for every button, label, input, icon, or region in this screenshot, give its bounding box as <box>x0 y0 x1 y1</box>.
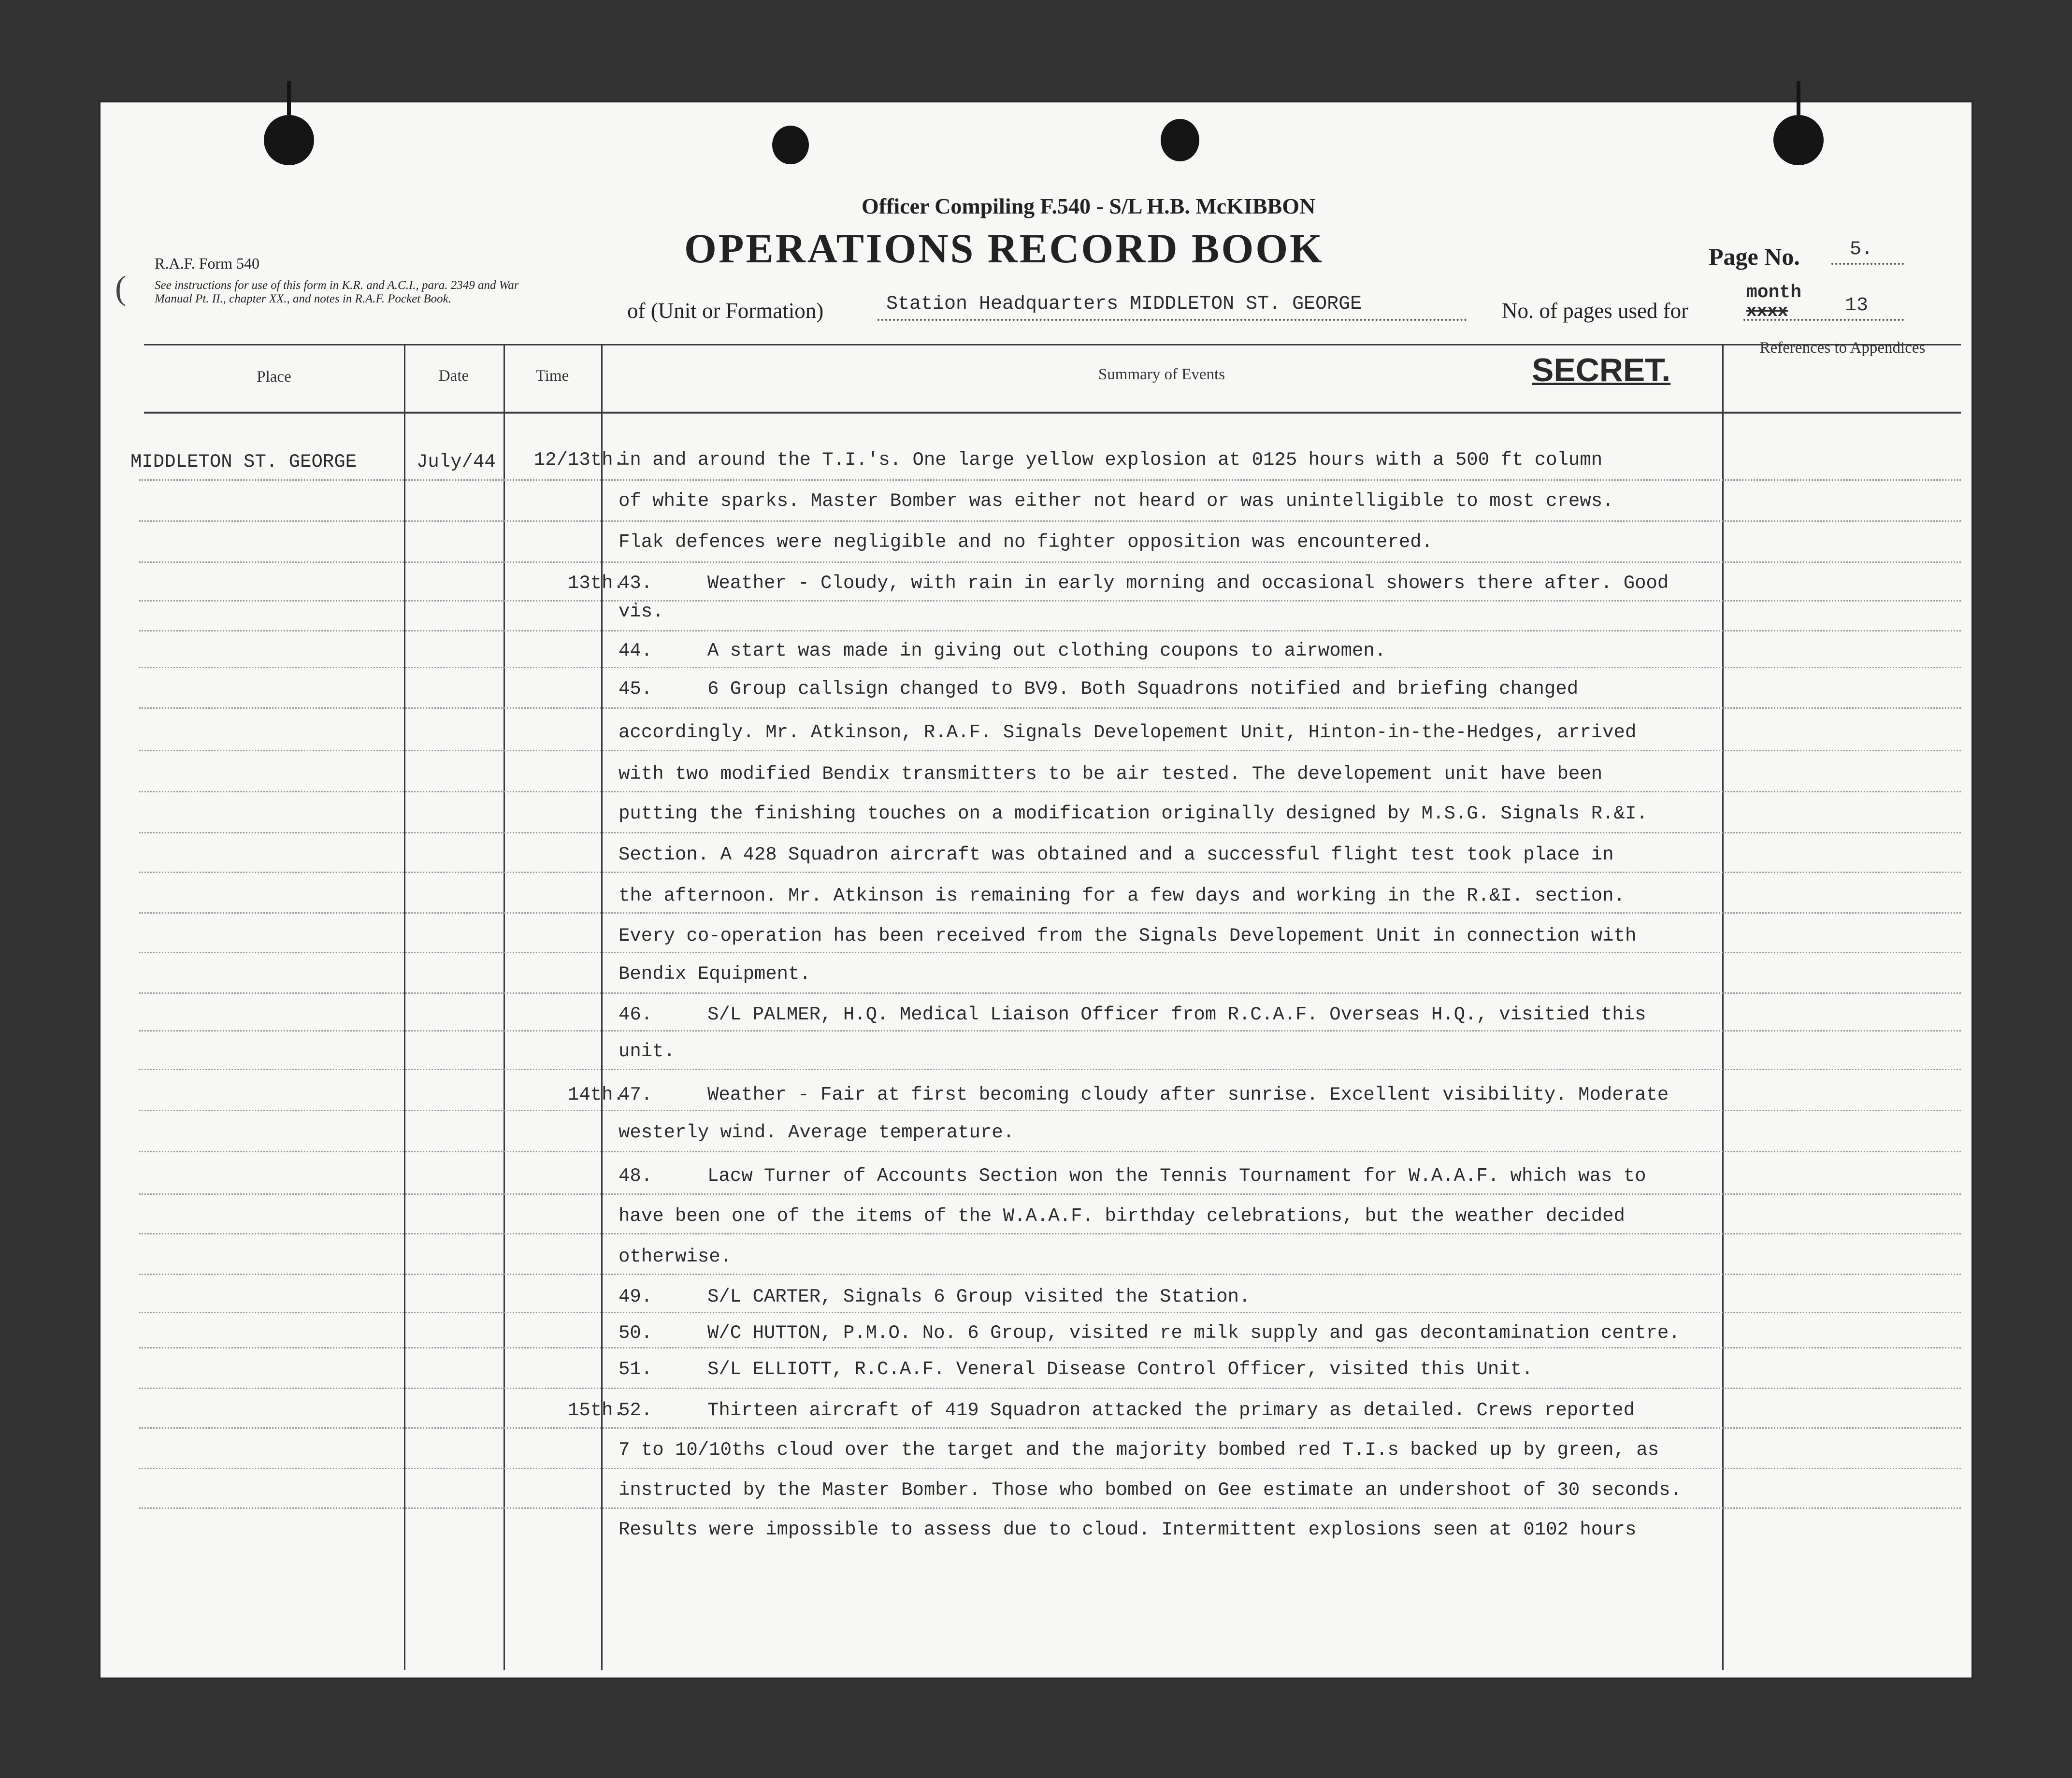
form-instructions: See instructions for use of this form in K.R. and A.C.I., para. 2349 and War Manual Pt. II., chapter XX., and notes in R.A.F. Pocket Book. <box>155 279 519 305</box>
summary-line: the afternoon. Mr. Atkinson is remaining for a few days and working in the R.&I. section. <box>619 885 1625 906</box>
ruled-line <box>139 600 1961 602</box>
page-number-label: Page No. <box>1709 243 1800 270</box>
ruled-line <box>139 1274 1961 1275</box>
ruled-line <box>139 630 1961 631</box>
entry-number: 48. <box>619 1165 653 1187</box>
punch-hole <box>772 126 809 164</box>
ruled-line <box>139 1468 1961 1469</box>
column-header-time: Time <box>535 367 569 385</box>
ruled-line <box>139 1030 1961 1032</box>
summary-line: Section. A 428 Squadron aircraft was obtained and a successful flight test took place in <box>619 844 1614 865</box>
entry-number: 45. <box>619 678 653 700</box>
ruled-line <box>139 952 1961 953</box>
officer-compiling: Officer Compiling F.540 - S/L H.B. McKIBBON <box>862 194 1316 218</box>
ruled-line <box>139 1233 1961 1234</box>
summary-line: Weather - Fair at first becoming cloudy after sunrise. Excellent visibility. Moderate <box>707 1084 1669 1105</box>
entry-place: MIDDLETON ST. GEORGE <box>130 451 357 473</box>
page-title: OPERATIONS RECORD BOOK <box>684 225 1324 272</box>
summary-line: Flak defences were negligible and no fighter opposition was encountered. <box>619 531 1433 553</box>
summary-line: westerly wind. Average temperature. <box>619 1122 1015 1143</box>
entry-number: 44. <box>619 640 653 661</box>
summary-line: have been one of the items of the W.A.A.F. birthday celebrations, but the weather decided <box>619 1205 1625 1227</box>
pages-used-period: month <box>1746 282 1802 303</box>
column-divider <box>1722 344 1724 1670</box>
ruled-line <box>139 1427 1961 1429</box>
ruled-line <box>139 1347 1961 1348</box>
summary-line: of white sparks. Master Bomber was either not heard or was unintelligible to most crews. <box>619 490 1614 512</box>
punch-hole <box>264 115 314 165</box>
summary-line: A start was made in giving out clothing coupons to airwomen. <box>707 640 1386 661</box>
summary-line: S/L ELLIOTT, R.C.A.F. Veneral Disease Control Officer, visited this Unit. <box>707 1359 1533 1380</box>
pages-used-dots <box>1743 319 1904 321</box>
entry-time: 15th. <box>567 1400 624 1421</box>
entry-number: 49. <box>619 1286 653 1307</box>
entry-number: 47. <box>619 1084 653 1105</box>
column-divider <box>601 344 603 1670</box>
entry-number: 52. <box>619 1400 653 1421</box>
entry-date: July/44 <box>417 451 496 473</box>
record-sheet <box>101 102 1971 1678</box>
column-header-place: Place <box>257 368 291 386</box>
column-divider <box>404 344 405 1670</box>
unit-dots <box>878 319 1467 321</box>
summary-line: Thirteen aircraft of 419 Squadron attacked the primary as detailed. Crews reported <box>707 1400 1635 1421</box>
pages-used-value: 13 <box>1845 295 1869 316</box>
ruled-line <box>139 1388 1961 1389</box>
entry-number: 46. <box>619 1004 653 1025</box>
ruled-line <box>139 561 1961 563</box>
page-number-dots <box>1831 263 1904 265</box>
entry-number: 51. <box>619 1359 653 1380</box>
entry-time: 13th. <box>567 573 624 594</box>
summary-line: W/C HUTTON, P.M.O. No. 6 Group, visited re milk supply and gas decontamination centre. <box>707 1322 1680 1344</box>
pages-used-struck: xxxx <box>1746 301 1788 321</box>
column-header-summary: Summary of Events <box>1098 366 1225 383</box>
summary-line: accordingly. Mr. Atkinson, R.A.F. Signals Developement Unit, Hinton-in-the-Hedges, arrived <box>619 722 1637 743</box>
summary-line: Bendix Equipment. <box>619 963 811 985</box>
summary-line: with two modified Bendix transmitters to be air tested. The developement unit have been <box>619 763 1603 785</box>
secret-stamp: SECRET. <box>1532 352 1671 388</box>
ruled-line <box>139 1151 1961 1152</box>
entry-time: 14th. <box>567 1084 624 1105</box>
summary-line: vis. <box>619 601 664 622</box>
summary-line: in and around the T.I.'s. One large yellow explosion at 0125 hours with a 500 ft column <box>619 449 1603 471</box>
ruled-line <box>139 1193 1961 1195</box>
ruled-line <box>139 707 1961 709</box>
summary-line: putting the finishing touches on a modification originally designed by M.S.G. Signals R.&I. <box>619 803 1648 824</box>
entry-time: 12/13th. <box>533 449 624 471</box>
ruled-line <box>139 791 1961 792</box>
page-number-value: 5. <box>1850 239 1873 260</box>
summary-line: Weather - Cloudy, with rain in early morning and occasional showers there after. Good <box>707 573 1669 594</box>
punch-hole <box>1773 115 1824 165</box>
header-bottom-rule <box>144 412 1961 414</box>
ruled-line <box>139 479 1961 481</box>
summary-line: instructed by the Master Bomber. Those who bombed on Gee estimate an undershoot of 30 seconds. <box>619 1479 1682 1501</box>
ruled-line <box>139 912 1961 914</box>
pages-used-label: No. of pages used for <box>1502 299 1689 323</box>
ruled-line <box>139 1069 1961 1070</box>
column-header-references: References to Appendices <box>1759 339 1926 357</box>
ruled-line <box>139 992 1961 994</box>
entry-number: 43. <box>619 573 653 594</box>
ruled-line <box>139 667 1961 668</box>
summary-line: Results were impossible to assess due to cloud. Intermittent explosions seen at 0102 hours <box>619 1519 1637 1540</box>
ruled-line <box>139 1312 1961 1313</box>
unit-label: of (Unit or Formation) <box>627 299 824 323</box>
summary-line: otherwise. <box>619 1246 732 1267</box>
ruled-line <box>139 750 1961 751</box>
summary-line: 7 to 10/10ths cloud over the target and the majority bombed red T.I.s backed up by green, as <box>619 1439 1659 1461</box>
column-divider <box>504 344 505 1670</box>
unit-value: Station Headquarters MIDDLETON ST. GEORGE <box>886 293 1362 315</box>
summary-line: unit. <box>619 1041 676 1062</box>
column-header-date: Date <box>438 367 469 385</box>
summary-line: Lacw Turner of Accounts Section won the Tennis Tournament for W.A.A.F. which was to <box>707 1165 1646 1187</box>
ruled-line <box>139 1110 1961 1111</box>
table-top-rule <box>144 344 1961 345</box>
punch-hole <box>1161 119 1199 161</box>
summary-line: 6 Group callsign changed to BV9. Both Squadrons notified and briefing changed <box>707 678 1579 700</box>
summary-line: S/L PALMER, H.Q. Medical Liaison Officer from R.C.A.F. Overseas H.Q., visitied this <box>707 1004 1646 1025</box>
entry-number: 50. <box>619 1322 653 1344</box>
ruled-line <box>139 1507 1961 1509</box>
ruled-line <box>139 520 1961 522</box>
ruled-line <box>139 832 1961 833</box>
summary-line: Every co-operation has been received from the Signals Developement Unit in connection with <box>619 925 1637 946</box>
summary-line: S/L CARTER, Signals 6 Group visited the Station. <box>707 1286 1251 1307</box>
form-number: R.A.F. Form 540 <box>155 255 260 272</box>
margin-bracket: ( <box>115 270 127 307</box>
ruled-line <box>139 872 1961 873</box>
